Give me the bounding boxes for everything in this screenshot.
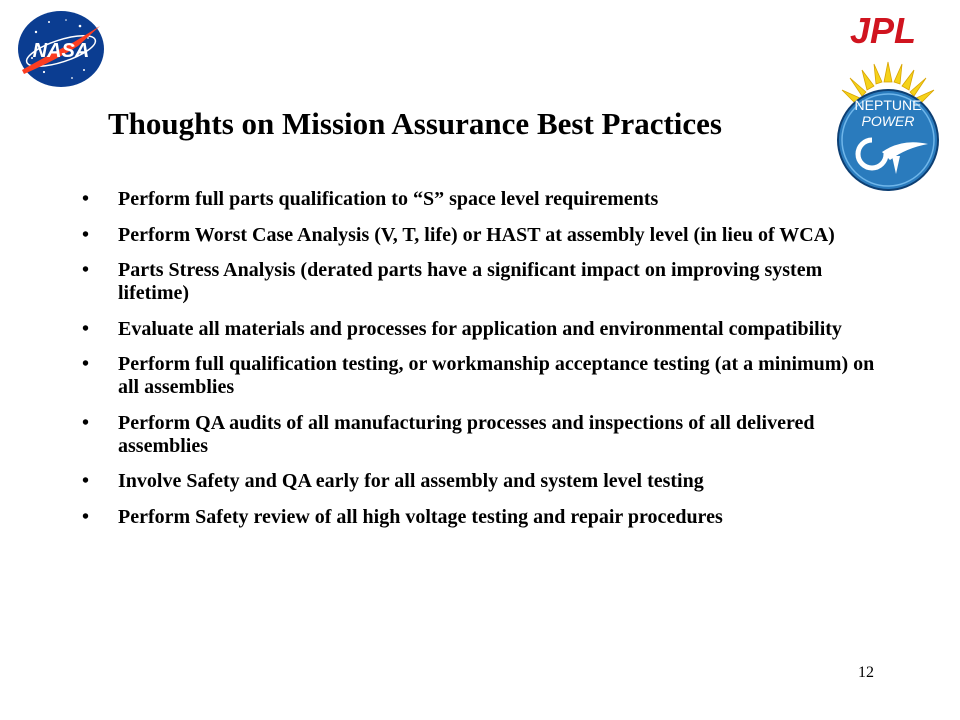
bullet-mark: • — [82, 223, 90, 246]
bullet-text: Evaluate all materials and processes for application and environmental compatibility — [118, 317, 842, 340]
page-number: 12 — [858, 664, 874, 681]
bullet-item — [82, 412, 882, 458]
neptune-logo-line2: POWER — [861, 113, 915, 129]
bullet-list — [82, 188, 882, 541]
jpl-logo — [848, 12, 942, 48]
bullet-item — [82, 353, 882, 399]
bullet-mark: • — [82, 259, 90, 281]
bullet-text: Perform QA audits of all manufacturing processes and inspections of all delivered assemblies — [118, 411, 815, 457]
jpl-logo-text: JPL — [850, 12, 917, 48]
bullet-item — [82, 188, 882, 211]
bullet-text: Perform full parts qualification to “S” space level requirements — [118, 188, 659, 210]
bullet-text: Parts Stress Analysis (derated parts have a significant impact on improving system lifetime) — [118, 259, 823, 304]
bullet-item — [82, 259, 882, 305]
neptune-logo-line1: NEPTUNE — [854, 97, 922, 113]
bullet-text: Perform full qualification testing, or workmanship acceptance testing (at a minimum) on all assemblies — [118, 353, 875, 398]
bullet-item — [82, 224, 882, 247]
bullet-text: Perform Worst Case Analysis (V, T, life) or HAST at assembly level (in lieu of WCA) — [118, 223, 835, 246]
nasa-logo — [14, 8, 108, 90]
bullet-mark: • — [82, 470, 90, 492]
bullet-mark: • — [82, 505, 90, 528]
bullet-mark: • — [82, 411, 90, 434]
bullet-text: Perform Safety review of all high voltage testing and repair procedures — [118, 505, 723, 528]
bullet-text: Involve Safety and QA early for all assembly and system level testing — [118, 470, 704, 492]
bullet-item — [82, 318, 882, 341]
bullet-mark: • — [82, 188, 90, 210]
nasa-logo-text: NASA — [32, 40, 90, 62]
bullet-mark: • — [82, 317, 90, 340]
slide-title: Thoughts on Mission Assurance Best Practices — [108, 106, 722, 141]
bullet-item — [82, 470, 882, 493]
bullet-mark: • — [82, 353, 90, 375]
bullet-item — [82, 506, 882, 529]
